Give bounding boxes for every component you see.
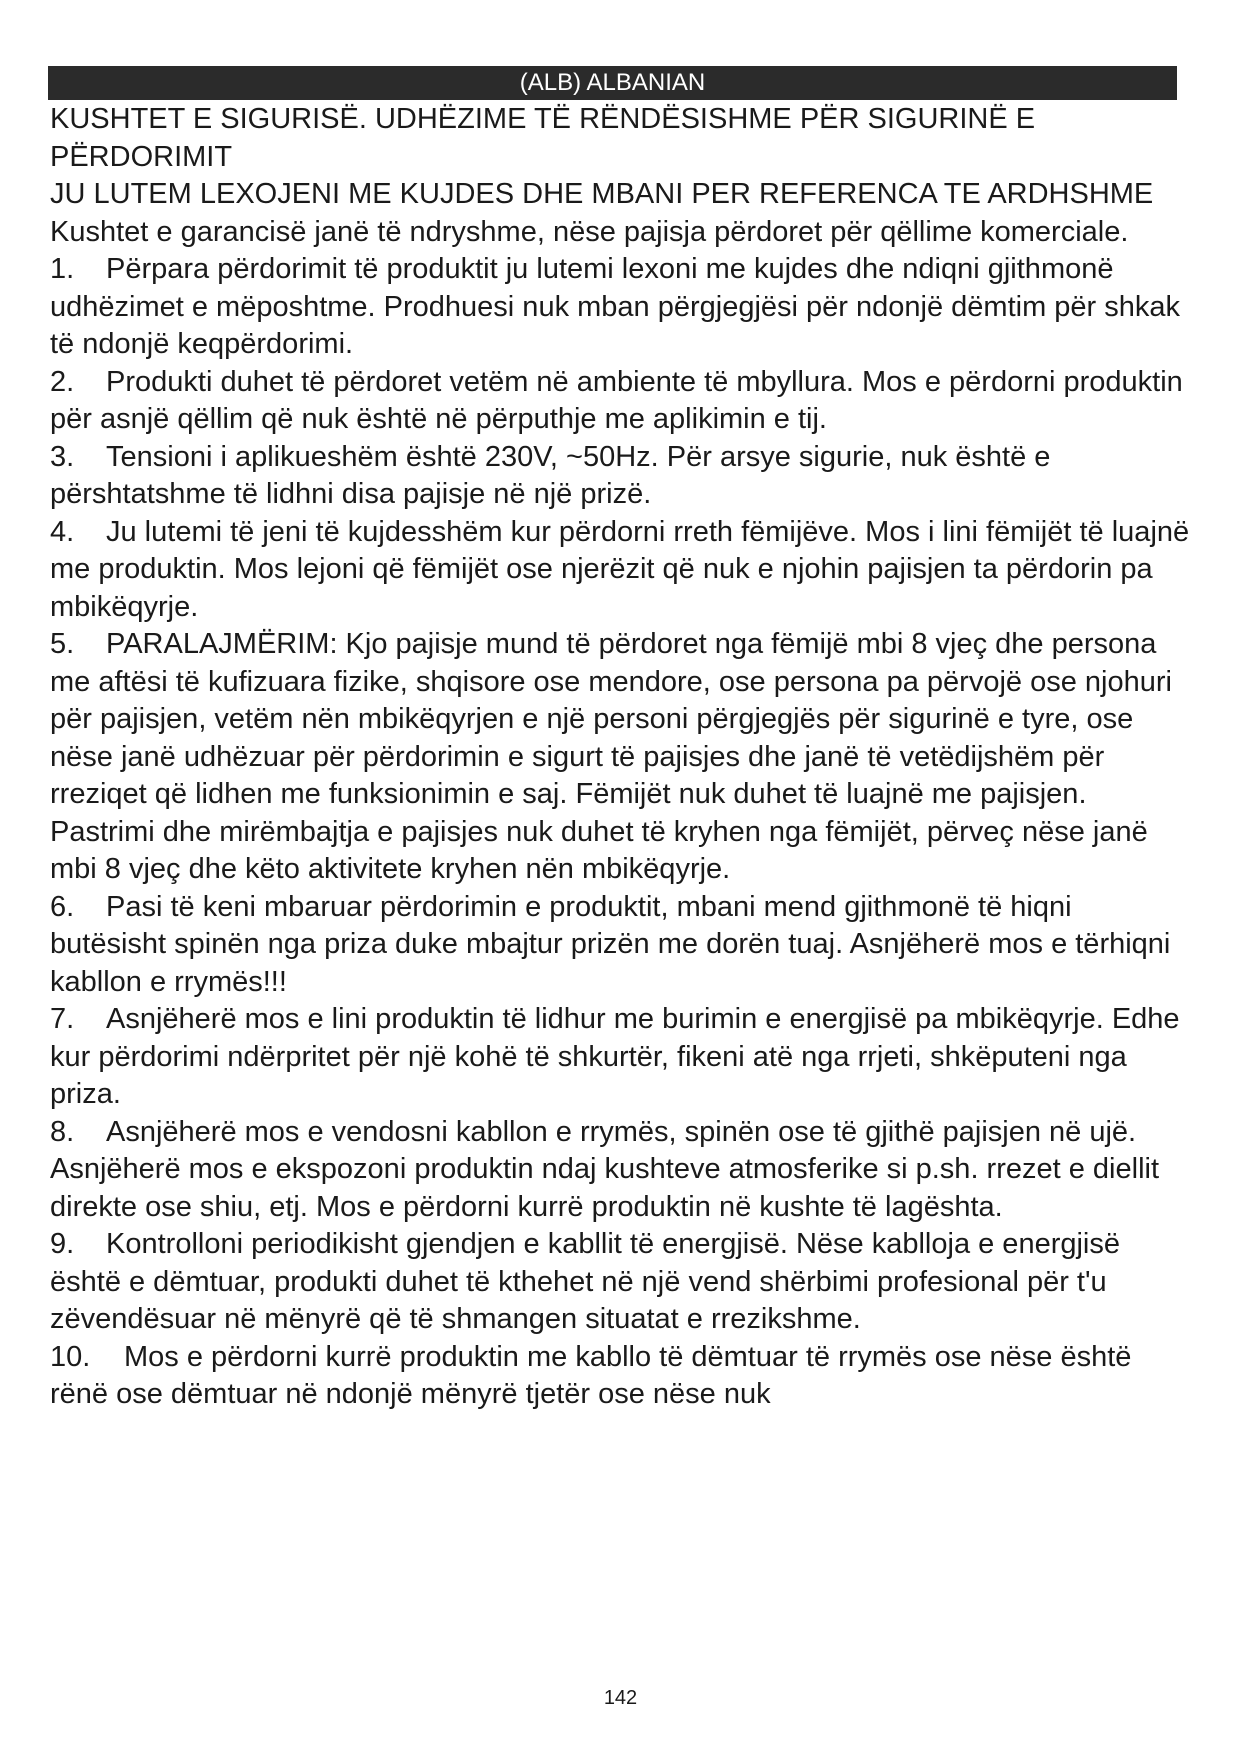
- item-text: Përpara përdorimit të produktit ju lutemi lexoni me kujdes dhe ndiqni gjithmonë udhëzimet e mëposhtme. Prodhuesi nuk mban përgjegjësi për ndonjë dëmtim për shkak të ndonjë keqpërdorimi.: [50, 253, 1181, 360]
- item-text: Pasi të keni mbaruar përdorimin e produktit, mbani mend gjithmonë të hiqni butësisht spinën nga priza duke mbajtur prizën me dorën tuaj. Asnjëherë mos e tërhiqni kabllon e rrymës!!!: [50, 890, 1171, 998]
- item-number: 7.: [50, 1003, 75, 1035]
- item-number: 3.: [50, 440, 75, 473]
- item-text: Tensioni i aplikueshëm është 230V, ~50Hz. Për arsye sigurie, nuk është e përshtatshme të lidhni disa pajisje në një prizë.: [50, 440, 1051, 510]
- list-item: [50, 889, 1195, 1002]
- item-text: Mos e përdorni kurrë produktin me kabllo të dëmtuar të rrymës ose nëse është rënë ose dëmtuar në ndonjë mënyrë tjetër ose nëse nuk: [50, 1340, 1132, 1410]
- list-item: [50, 1001, 1195, 1114]
- list-item: [50, 1114, 1195, 1227]
- list-item: [50, 1339, 1195, 1414]
- list-item: [50, 514, 1195, 627]
- language-label: (ALB) ALBANIAN: [519, 69, 706, 96]
- item-number: 8.: [50, 1115, 75, 1148]
- document-subtitle: JU LUTEM LEXOJENI ME KUJDES DHE MBANI PER REFERENCA TE ARDHSHME: [50, 178, 1154, 210]
- item-number: 1.: [50, 253, 75, 285]
- list-item: [50, 439, 1195, 514]
- intro-paragraph: Kushtet e garancisë janë të ndryshme, nëse pajisja përdoret për qëllime komerciale.: [50, 215, 1129, 248]
- item-number: 4.: [50, 515, 75, 548]
- document-title: KUSHTET E SIGURISË. UDHËZIME TË RËNDËSISHME PËR SIGURINË E PËRDORIMIT: [50, 103, 1036, 173]
- item-text: Asnjëherë mos e lini produktin të lidhur me burimin e energjisë pa mbikëqyrje. Edhe kur përdorimi ndërpritet për një kohë të shkurtër, fikeni atë nga rrjeti, shkëputeni nga priza.: [50, 1003, 1180, 1110]
- item-number: 6.: [50, 890, 75, 923]
- item-text: Asnjëherë mos e vendosni kabllon e rrymës, spinën ose të gjithë pajisjen në ujë. Asnjëherë mos e ekspozoni produktin ndaj kushteve atmosferike si p.sh. rrezet e diellit direkte ose shiu, etj. Mos e përdorni kurrë produktin në kushte të lagështa.: [50, 1115, 1160, 1223]
- item-number: 10.: [50, 1340, 91, 1373]
- item-number: 5.: [50, 628, 75, 660]
- document-body: [50, 101, 1195, 1414]
- page-number: 142: [603, 1687, 638, 1709]
- item-text: Produkti duhet të përdoret vetëm në ambiente të mbyllura. Mos e përdorni produktin për asnjë qëllim që nuk është në përputhje me aplikimin e tij.: [50, 365, 1183, 435]
- list-item: [50, 1226, 1195, 1339]
- list-item: [50, 251, 1195, 364]
- item-text: Ju lutemi të jeni të kujdesshëm kur përdorni rreth fëmijëve. Mos i lini fëmijët të luajnë me produktin. Mos lejoni që fëmijët ose njerëzit që nuk e njohin pajisjen ta përdorin pa mbikëqyrje.: [50, 515, 1190, 623]
- item-number: 2.: [50, 365, 75, 398]
- item-text: Kontrolloni periodikisht gjendjen e kabllit të energjisë. Nëse kablloja e energjisë është e dëmtuar, produkti duhet të kthehet në një vend shërbimi profesional për t'u zëvendësuar në mënyrë që të shmangen situatat e rrezikshme.: [50, 1228, 1120, 1335]
- item-text: PARALAJMËRIM: Kjo pajisje mund të përdoret nga fëmijë mbi 8 vjeç dhe persona me aftësi të kufizuara fizike, shqisore ose mendore, ose persona pa përvojë ose njohuri për pajisjen, vetëm nën mbikëqyrjen e një personi përgjegjës për sigurinë e tyre, ose nëse janë udhëzuar për përdorimin e sigurt të pajisjes dhe janë të vetëdijshëm për rreziqet që lidhen me funksionimin e saj. Fëmijët nuk duhet të luajnë me pajisjen. Pastrimi dhe mirëmbajtja e pajisjes nuk duhet të kryhen nga fëmijët, përveç nëse janë mbi 8 vjeç dhe këto aktivitete kryhen nën mbikëqyrje.: [50, 628, 1172, 885]
- language-header-bar: [48, 66, 1177, 100]
- list-item: [50, 626, 1195, 889]
- list-item: [50, 364, 1195, 439]
- item-number: 9.: [50, 1228, 75, 1260]
